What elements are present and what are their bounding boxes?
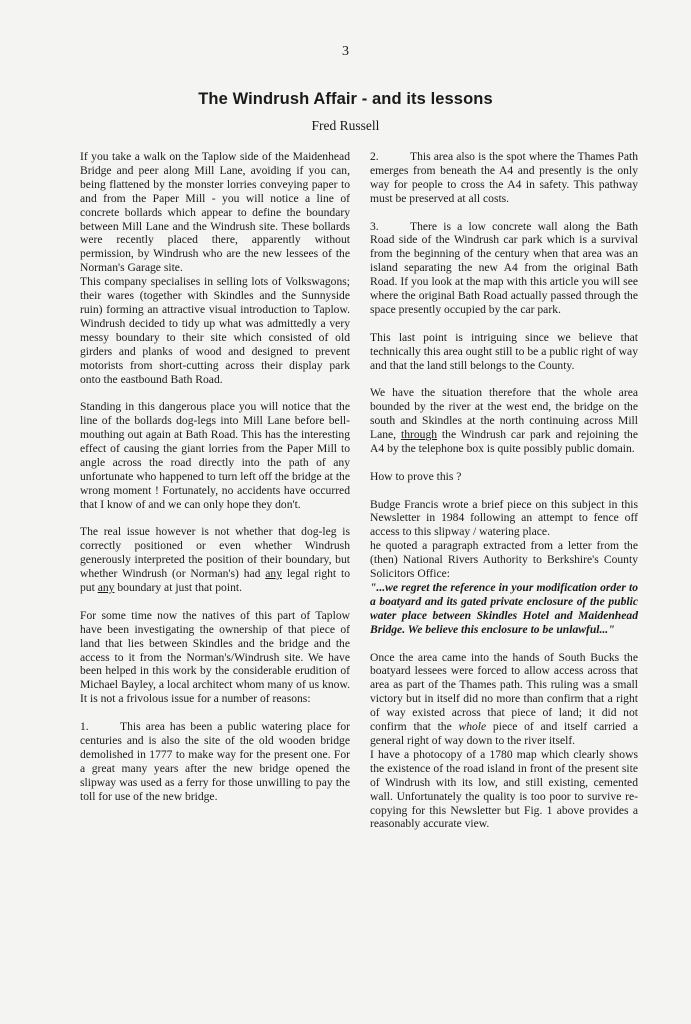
paragraph: I have a photocopy of a 1780 map which clearly shows the existence of the road island in front of the present site of Windrush with its low, and still existing, cemented wall. Unfortunately the quality is too poor to survive re-copying for this Newsletter but Fig. 1 above provides a reasonably accurate view. — [370, 747, 638, 831]
list-number: 3. — [370, 219, 379, 233]
paragraph: he quoted a paragraph extracted from a letter from the (then) National Rivers Authority to Berkshire's County Solicitors Office: — [370, 539, 638, 581]
numbered-paragraph: 3. There is a low concrete wall along the Bath Road side of the Windrush car park which is a survival from the beginning of the century when that area was an island separating the new A4 from the original Bath Road. If you look at the map with this article you will see where the original Bath Road actually passed through the space presently occupied by the car park. — [370, 219, 638, 316]
block-quote: "...we regret the reference in your modification order to a boatyard and its gated private enclosure of the public water place between Skindles Hotel and Maidenhead Bridge. We believe this enclosure to be unlawful..." — [370, 581, 638, 636]
emphasis-underline: any — [265, 567, 283, 581]
article-title: The Windrush Affair - and its lessons — [198, 90, 493, 108]
article-author: Fred Russell — [311, 118, 380, 133]
paragraph: If you take a walk on the Taplow side of the Maidenhead Bridge and peer along Mill Lane, avoiding if you can, being flattened by the monster lorries conveying paper to and from the Paper Mill - you will notice a line of concrete bollards which appear to define the boundary between Mill Lane and the Windrush site. These bollards were recently placed there, apparently without permission, by Windrush who are the new lessees of the Norman's Garage site. — [80, 150, 350, 275]
paragraph: The real issue however is not whether that dog-leg is correctly positioned or even whether Windrush generously interpreted the position of their boundary, but whether Windrush (or Norman's) had any legal right to put any boundary at just that point. — [80, 525, 350, 595]
page-number: 3 — [342, 44, 349, 59]
paragraph: How to prove this ? — [370, 469, 462, 483]
left-column — [80, 150, 350, 817]
emphasis-underline: through — [400, 428, 438, 442]
emphasis-underline: any — [97, 581, 115, 595]
paragraph: Budge Francis wrote a brief piece on this subject in this Newsletter in 1984 following an attempt to fence off access to this slipway / watering place. — [370, 497, 638, 539]
numbered-paragraph: 2. This area also is the spot where the Thames Path emerges from beneath the A4 and presently is the only way for people to cross the A4 in safety. This pathway must be preserved at all costs. — [370, 150, 638, 205]
paragraph: This last point is intriguing since we believe that technically this area ought still to be a public right of way and that the land still belongs to the County. — [370, 330, 638, 372]
paragraph: Standing in this dangerous place you will notice that the line of the bollards dog-legs into Mill Lane before bell-mouthing out again at Bath Road. This has the interesting effect of causing the giant lorries from the Paper Mill to angle across the road directly into the path of any unfortunate who happened to turn left off the bridge at the wrong moment ! Fortunately, no accidents have occurred that I know of and we can only hope they don't. — [80, 400, 350, 511]
paragraph: Once the area came into the hands of South Bucks the boatyard lessees were forced to allow access across that area as part of the Thames path. This ruling was a small victory but in itself did no more than confirm that a right of way existed across that piece of land; it did not confirm that the whole piece of and itself carried a general right of way down to the river itself. — [370, 650, 638, 747]
paragraph: For some time now the natives of this part of Taplow have been investigating the ownership of that piece of land that lies between Skindles and the bridge and the access to it from the Norman's/Windrush site. We have been helped in this work by the considerable erudition of Michael Bayley, a local architect whom many of us know. It is not a frivolous issue for a number of reasons: — [80, 608, 350, 706]
paragraph: We have the situation therefore that the whole area bounded by the river at the west end, the bridge on the south and Skindles at the north continuing across Mill Lane, through the Windrush car park and rejoining the A4 by the telephone box is quite possibly public domain. — [370, 386, 638, 455]
numbered-paragraph: 1. This area has been a public watering place for centuries and is also the site of the old wooden bridge demolished in 1777 to make way for the present one. For a great many years after the new bridge opened the slipway was used as a ferry for those unwilling to pay the toll for use of the new bridge. — [80, 720, 350, 803]
list-number: 2. — [370, 150, 379, 163]
list-number: 1. — [80, 720, 89, 734]
right-column — [370, 150, 638, 845]
emphasis-italic: whole — [458, 720, 487, 734]
paragraph: This company specialises in selling lots of Volkswagons; their wares (together with Skindles and the Sunnyside ruin) forming an attractive visual introduction to Taplow. Windrush decided to tidy up what was admittedly a very messy boundary to their site which consisted of old girders and planks of wood and designed to prevent motorists from short-cutting across their display park onto the eastbound Bath Road. — [80, 275, 350, 386]
